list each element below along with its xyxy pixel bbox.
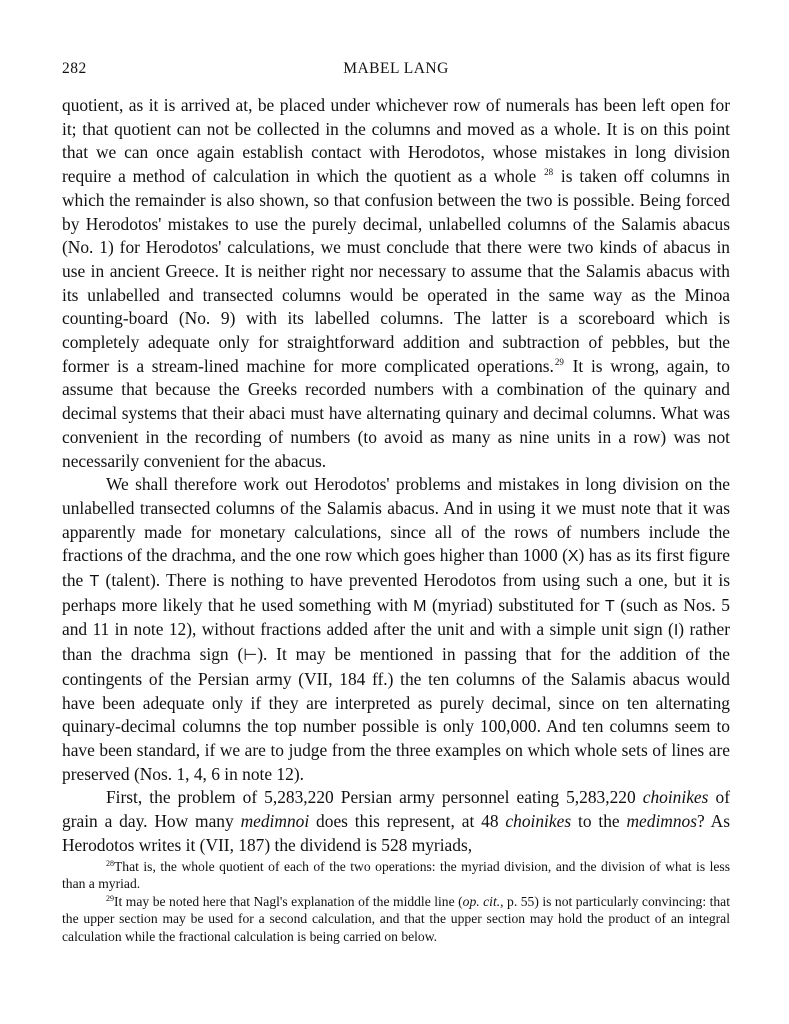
p3-italic-4: medimnos [626,811,698,832]
footnote-ref-28: 28 [544,167,554,178]
paragraph-2 [62,473,730,786]
symbol-unit: I [673,622,679,640]
page-number: 282 [62,60,87,77]
page [62,60,730,858]
p2-text-6: ) rather than the drachma sign ( [62,619,731,665]
p2-text-7: ). It may be mentioned in passing that for the addition of the contingents of the Persian army (VII, 184 ff.) the ten columns of the Salamis abacus would have been adequate only if they are interpreted as purely decimal, since on ten alternating quinary-decimal columns the top number possible is only 100,000. And ten columns seem to have been standard, if we are to judge from the three examples on which whole sets of lines are preserved (Nos. 1, 4, 6 in note 12). [62,644,730,784]
symbol-tau: T [89,573,100,591]
symbol-chi: X [567,548,579,566]
p1-text-3: It is wrong, again, to assume that because the Greeks recorded numbers with a combination of the quinary and decimal systems that their abaci must have alternating quinary and decimal columns. What was convenient in the recording of numbers (to avoid as many as nine units in a row) was not necessarily convenient for the abacus. [62,355,730,471]
p2-text-4: (myriad) substituted for [431,594,600,615]
footnote-29-text-1: It may be noted here that Nagl's explanation of the middle line ( [114,893,463,909]
paragraph-3 [62,786,730,857]
symbol-tau-2: T [604,597,615,615]
body-text [62,94,730,858]
footnote-ref-29: 29 [554,356,564,367]
p3-text-5: ? As Herodotos writes it (VII, 187) the dividend is 528 myriads, [62,811,730,855]
p1-text-2: is taken off columns in which the remainder is also shown, so that confusion between the two is possible. Being forced by Herodotos' mistakes to use the purely decimal, unlabelled columns of the Salamis abacus (No. 1) for Herodotos' calculations, we must conclude that there were two kinds of abacus in use in ancient Greece. It is neither right nor necessary to assume that the Salamis abacus with its unlabelled and transected columns would be operated in the same way as the Minoa counting-board (No. 9) with its labelled columns. The latter is a scoreboard which is completely adequate only for straightforward addition and subtraction of pebbles, but the former is a stream-lined machine for more complicated operations. [62,166,730,376]
footnotes [62,858,730,945]
p3-text-2: of grain a day. How many [62,787,730,832]
footnote-28 [62,858,730,893]
p3-italic-1: choinikes [642,787,709,808]
p3-text-4: to the [577,811,620,832]
p2-text-5: (such as Nos. 5 and 11 in note 12), without fractions added after the unit and with a simple unit sign ( [62,594,730,640]
symbol-mu: M [413,597,427,615]
p3-text-3: does this represent, at 48 [316,811,499,832]
p3-text-1: First, the problem of 5,283,220 Persian army personnel eating 5,283,220 [106,787,636,808]
footnote-29 [62,893,730,945]
p2-text-3: (talent). There is nothing to have prevented Herodotos from using such a one, but it is perhaps more likely that he used something with [62,570,731,615]
footnote-29-italic: op. cit. [462,893,501,909]
p3-italic-3: choinikes [505,811,572,832]
footnote-29-text-2: , p. 55) is not particularly convincing: that the upper section may be used for a second calculation, and that the upper section may hold the product of an integral calculation while the fractional calculation is being carried on below. [62,893,730,944]
p1-text-1: quotient, as it is arrived at, be placed under whichever row of numerals has been left open for it; that quotient can not be collected in the columns and moved as a whole. It is on this point that we can once again establish contact with Herodotos, whose mistakes in long division require a method of calculation in which the quotient as a whole [62,95,730,187]
footnote-29-number: 29 [106,893,114,903]
p2-text-2: ) has as its first figure the [62,545,730,591]
p2-text-1: We shall therefore work out Herodotos' problems and mistakes in long division on the unlabelled transected columns of the Salamis abacus. And in using it we must note that it was apparently made for monetary calculations, since all of the rows of numbers include the fractions of the drachma, and the one row which goes higher than 1000 ( [62,474,730,566]
running-head: MABEL LANG [343,60,449,77]
page-header [62,60,730,84]
footnote-28-text: That is, the whole quotient of each of the two operations: the myriad division, and the division of what is less than a myriad. [62,859,730,892]
paragraph-1 [62,94,730,473]
p3-italic-2: medimnoi [240,811,310,832]
symbol-drachma: ⊢ [243,647,258,665]
footnote-28-number: 28 [106,859,114,868]
